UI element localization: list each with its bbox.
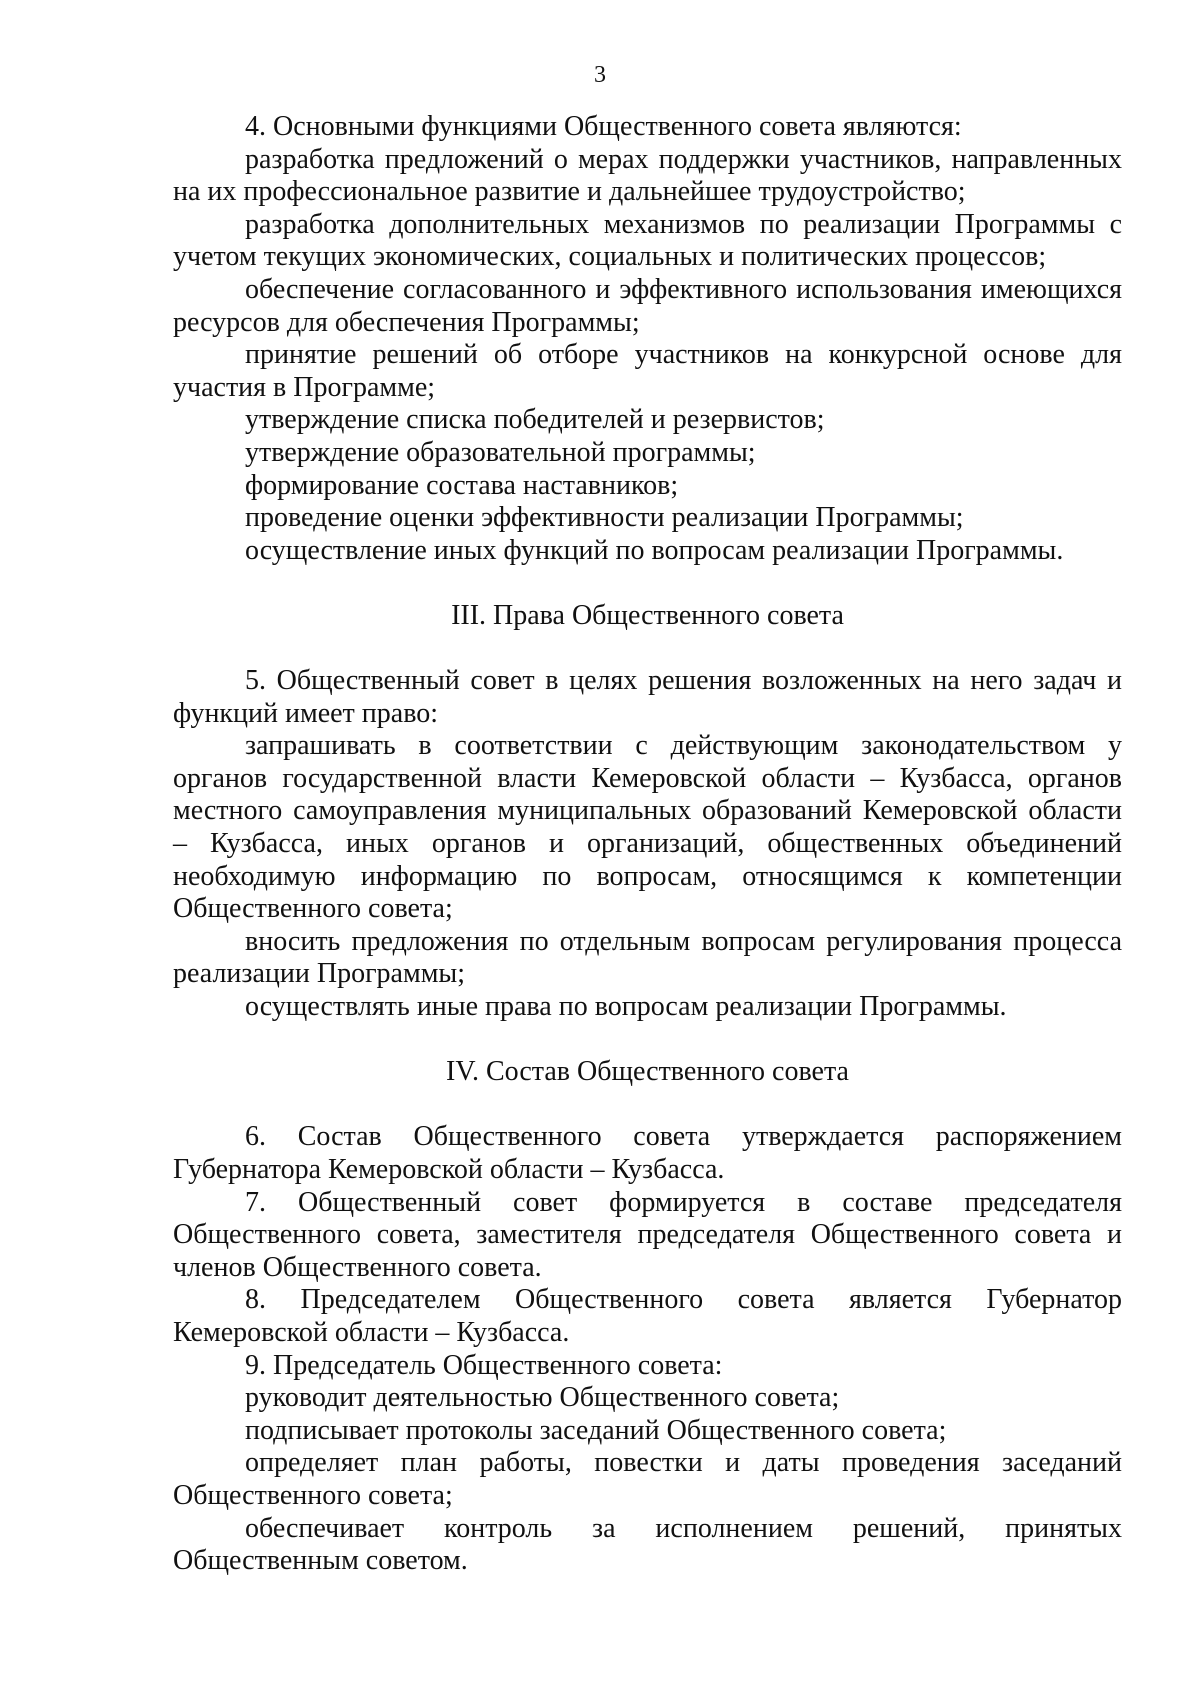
item-8: 8. Председателем Общественного совета является Губернатор Кемеровской области – Кузбасса. bbox=[173, 1284, 1122, 1348]
function-item: принятие решений об отборе участников на конкурсной основе для участия в Программе; bbox=[173, 339, 1122, 403]
item-5-intro: 5. Общественный совет в целях решения возложенных на него задач и функций имеет право: bbox=[173, 665, 1122, 729]
function-item: разработка предложений о мерах поддержки участников, направленных на их профессиональное развитие и дальнейшее трудоустройство; bbox=[173, 143, 1122, 208]
function-item: обеспечение согласованного и эффективного использования имеющихся ресурсов для обеспечения Программы; bbox=[173, 273, 1122, 338]
function-item: разработка дополнительных механизмов по реализации Программы с учетом текущих экономических, социальных и политических процессов; bbox=[173, 208, 1122, 273]
document-body bbox=[173, 111, 1122, 1578]
chairman-duty-item: определяет план работы, повестки и даты проведения заседаний Общественного совета; bbox=[173, 1447, 1122, 1511]
page-number: 3 bbox=[594, 62, 606, 88]
section-3-heading: III. Права Общественного совета bbox=[451, 599, 844, 631]
chairman-duty-item: подписывает протоколы заседаний Общественного совета; bbox=[245, 1414, 947, 1446]
section-4-heading: IV. Состав Общественного совета bbox=[446, 1056, 849, 1088]
function-item: осуществление иных функций по вопросам реализации Программы. bbox=[245, 534, 1064, 566]
item-6: 6. Состав Общественного совета утверждается распоряжением Губернатора Кемеровской области – Кузбасса. bbox=[173, 1121, 1122, 1185]
item-4-intro: 4. Основными функциями Общественного совета являются: bbox=[245, 111, 962, 142]
right-item: запрашивать в соответствии с действующим законодательством у органов государственной власти Кемеровской области – Кузбасса, органов местного самоуправления муниципальных образований Кемеровской области – Кузбасса, иных органов и организаций, общественных объединений необходимую информацию по вопросам, относящимся к компетенции Общественного совета; bbox=[173, 730, 1122, 925]
function-item: утверждение списка победителей и резервистов; bbox=[245, 404, 825, 436]
function-item: проведение оценки эффективности реализации Программы; bbox=[245, 502, 964, 534]
chairman-duty-item: обеспечивает контроль за исполнением решений, принятых Общественным советом. bbox=[173, 1512, 1122, 1577]
chairman-duty-item: руководит деятельностью Общественного совета; bbox=[245, 1382, 840, 1414]
function-item: утверждение образовательной программы; bbox=[245, 436, 756, 468]
item-7: 7. Общественный совет формируется в составе председателя Общественного совета, заместителя председателя Общественного совета и членов Общественного совета. bbox=[173, 1186, 1122, 1283]
right-item: вносить предложения по отдельным вопросам регулирования процесса реализации Программы; bbox=[173, 925, 1122, 990]
function-item: формирование состава наставников; bbox=[245, 469, 679, 501]
item-9-intro: 9. Председатель Общественного совета: bbox=[245, 1349, 723, 1381]
right-item: осуществлять иные права по вопросам реализации Программы. bbox=[245, 991, 1007, 1023]
